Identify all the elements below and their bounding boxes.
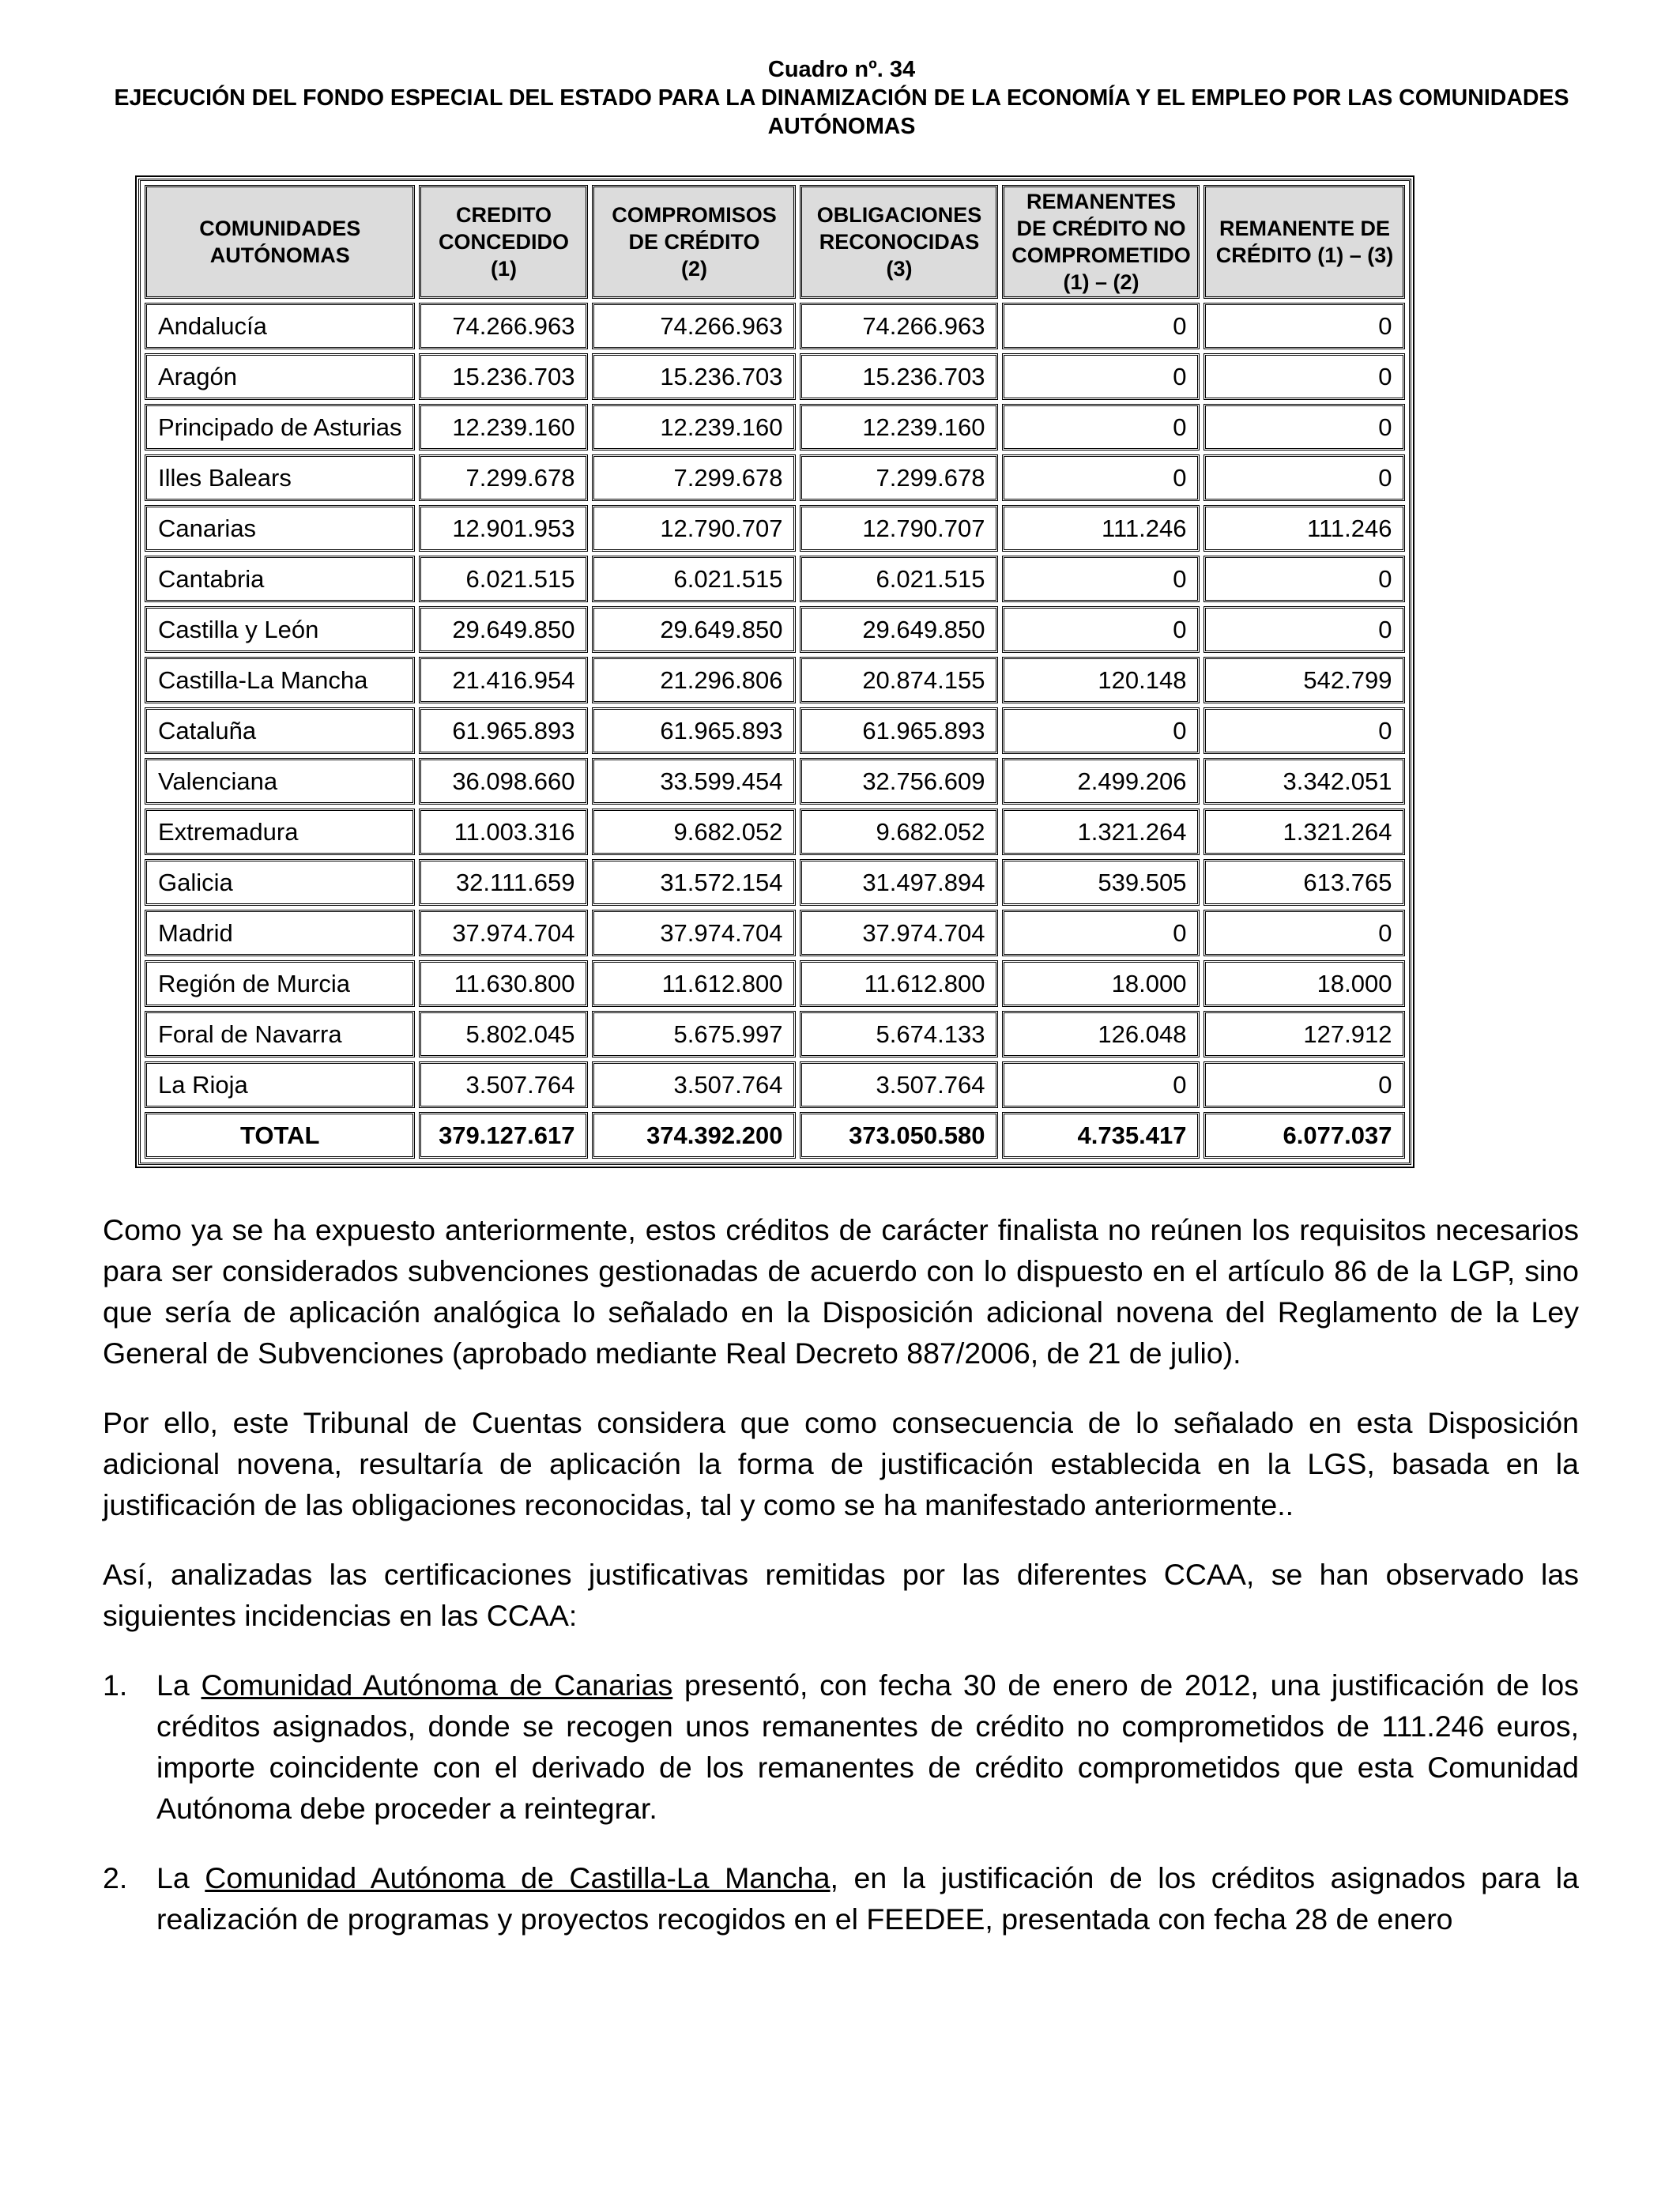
column-header-line: COMPROMETIDO: [1011, 243, 1191, 267]
amount-cell: 0: [1002, 303, 1200, 349]
list-number: 1.: [103, 1668, 128, 1702]
amount-cell: 120.148: [1002, 657, 1200, 703]
amount-cell: 0: [1002, 606, 1200, 653]
amount-cell: 15.236.703: [419, 353, 588, 400]
community-link[interactable]: Comunidad Autónoma de Castilla-La Mancha: [205, 1861, 831, 1894]
amount-cell: 21.416.954: [419, 657, 588, 703]
column-header-line: COMUNIDADES: [199, 217, 361, 240]
amount-cell: 37.974.704: [592, 910, 796, 956]
column-header-line: (1) – (2): [1063, 270, 1139, 294]
table-row: [145, 707, 1405, 754]
amount-cell: 7.299.678: [419, 454, 588, 501]
amount-cell: 61.965.893: [800, 707, 998, 754]
amount-cell: 37.974.704: [419, 910, 588, 956]
amount-cell: 74.266.963: [800, 303, 998, 349]
table-row: [145, 454, 1405, 501]
amount-cell: 18.000: [1203, 960, 1405, 1007]
list-item: [103, 1857, 1579, 1940]
community-cell: Aragón: [145, 353, 415, 400]
amount-cell: 29.649.850: [419, 606, 588, 653]
amount-cell: 11.630.800: [419, 960, 588, 1007]
table-row: [145, 606, 1405, 653]
paragraph: Como ya se ha expuesto anteriormente, estos créditos de carácter finalista no reúnen los requisitos necesarios para ser considerados subvenciones gestionadas de acuerdo con lo dispuesto en el artículo 86 de la LGP, sino que sería de aplicación analógica lo señalado en la Disposición adicional novena del Reglamento de la Ley General de Subvenciones (aprobado mediante Real Decreto 887/2006, de 21 de julio).: [103, 1213, 1579, 1370]
amount-cell: 1.321.264: [1002, 809, 1200, 855]
list-prefix: La: [156, 1668, 202, 1702]
list-text: , en la justificación de los créditos asignados para la realización de programas y proyectos recogidos en el FEEDEE, presentada con fecha 28 de enero: [156, 1861, 1579, 1936]
amount-cell: 3.507.764: [800, 1061, 998, 1108]
amount-cell: 0: [1002, 910, 1200, 956]
amount-cell: 127.912: [1203, 1011, 1405, 1057]
amount-cell: 31.497.894: [800, 859, 998, 906]
amount-cell: 3.342.051: [1203, 758, 1405, 805]
list-item: [103, 1664, 1579, 1829]
amount-cell: 36.098.660: [419, 758, 588, 805]
amount-cell: 9.682.052: [800, 809, 998, 855]
column-header-line: OBLIGACIONES: [816, 203, 982, 227]
community-link[interactable]: Comunidad Autónoma de Canarias: [201, 1668, 673, 1702]
table-body: [145, 303, 1405, 1159]
amount-cell: 20.874.155: [800, 657, 998, 703]
community-cell: Madrid: [145, 910, 415, 956]
list-number: 2.: [103, 1861, 128, 1894]
amount-cell: 6.021.515: [592, 556, 796, 602]
column-header-line: DE CRÉDITO: [628, 230, 760, 254]
community-cell: Canarias: [145, 505, 415, 552]
total-amount: 6.077.037: [1203, 1112, 1405, 1159]
amount-cell: 6.021.515: [419, 556, 588, 602]
community-cell: Cataluña: [145, 707, 415, 754]
amount-cell: 61.965.893: [592, 707, 796, 754]
table-row: [145, 353, 1405, 400]
amount-cell: 12.901.953: [419, 505, 588, 552]
column-header-line: REMANENTE DE: [1219, 217, 1390, 240]
amount-cell: 111.246: [1002, 505, 1200, 552]
table-row: [145, 505, 1405, 552]
column-header-line: (1): [490, 257, 517, 281]
table-header-row: [145, 185, 1405, 299]
amount-cell: 111.246: [1203, 505, 1405, 552]
total-amount: 379.127.617: [419, 1112, 588, 1159]
column-header: [800, 185, 998, 299]
column-header: [592, 185, 796, 299]
table-row: [145, 1061, 1405, 1108]
amount-cell: 0: [1002, 454, 1200, 501]
amount-cell: 15.236.703: [592, 353, 796, 400]
community-cell: Región de Murcia: [145, 960, 415, 1007]
amount-cell: 0: [1002, 556, 1200, 602]
amount-cell: 0: [1203, 454, 1405, 501]
column-header-line: AUTÓNOMAS: [209, 243, 350, 267]
amount-cell: 33.599.454: [592, 758, 796, 805]
paragraph: Por ello, este Tribunal de Cuentas considera que como consecuencia de lo señalado en esta Disposición adicional novena, resultaría de aplicación la forma de justificación establecida en la LGS, basada en la justificación de las obligaciones reconocidas, tal y como se ha manifestado anteriormente..: [103, 1406, 1579, 1521]
funds-table: [138, 179, 1411, 1165]
community-cell: Castilla-La Mancha: [145, 657, 415, 703]
table-row: [145, 910, 1405, 956]
amount-cell: 18.000: [1002, 960, 1200, 1007]
amount-cell: 0: [1002, 353, 1200, 400]
amount-cell: 7.299.678: [592, 454, 796, 501]
table-container: [138, 179, 1411, 1165]
amount-cell: 21.296.806: [592, 657, 796, 703]
table-title: EJECUCIÓN DEL FONDO ESPECIAL DEL ESTADO PARA LA DINAMIZACIÓN DE LA ECONOMÍA Y EL EMPLEO POR LAS COMUNIDADES AUTÓNOMAS: [114, 85, 1569, 139]
total-amount: 4.735.417: [1002, 1112, 1200, 1159]
table-row: [145, 657, 1405, 703]
amount-cell: 0: [1002, 707, 1200, 754]
amount-cell: 29.649.850: [800, 606, 998, 653]
amount-cell: 0: [1203, 910, 1405, 956]
table-row: [145, 809, 1405, 855]
amount-cell: 5.675.997: [592, 1011, 796, 1057]
amount-cell: 12.790.707: [592, 505, 796, 552]
amount-cell: 3.507.764: [592, 1061, 796, 1108]
amount-cell: 31.572.154: [592, 859, 796, 906]
table-row: [145, 303, 1405, 349]
column-header-line: DE CRÉDITO NO: [1016, 217, 1186, 240]
table-row: [145, 859, 1405, 906]
amount-cell: 15.236.703: [800, 353, 998, 400]
amount-cell: 0: [1002, 404, 1200, 450]
total-amount: 373.050.580: [800, 1112, 998, 1159]
amount-cell: 0: [1203, 1061, 1405, 1108]
list-text: presentó, con fecha 30 de enero de 2012, una justificación de los créditos asignados, donde se recogen unos remanentes de crédito no comprometidos de 111.246 euros, importe coincidente con el derivado de los remanentes de crédito comprometidos que esta Comunidad Autónoma debe proceder a reintegrar.: [156, 1668, 1579, 1825]
table-row: [145, 556, 1405, 602]
column-header: [1203, 185, 1405, 299]
community-cell: Extremadura: [145, 809, 415, 855]
community-cell: La Rioja: [145, 1061, 415, 1108]
amount-cell: 12.239.160: [592, 404, 796, 450]
column-header-line: (2): [680, 257, 707, 281]
amount-cell: 74.266.963: [592, 303, 796, 349]
amount-cell: 12.239.160: [419, 404, 588, 450]
table-label: Cuadro nº. 34: [767, 57, 916, 82]
amount-cell: 539.505: [1002, 859, 1200, 906]
body-text: [103, 1209, 1579, 1968]
table-row: [145, 960, 1405, 1007]
total-row: [145, 1112, 1405, 1159]
amount-cell: 11.003.316: [419, 809, 588, 855]
list-prefix: La: [156, 1861, 205, 1894]
community-cell: Castilla y León: [145, 606, 415, 653]
amount-cell: 0: [1203, 303, 1405, 349]
amount-cell: 32.756.609: [800, 758, 998, 805]
community-cell: Illes Balears: [145, 454, 415, 501]
amount-cell: 5.674.133: [800, 1011, 998, 1057]
amount-cell: 0: [1203, 404, 1405, 450]
amount-cell: 7.299.678: [800, 454, 998, 501]
amount-cell: 11.612.800: [800, 960, 998, 1007]
column-header-line: COMPROMISOS: [612, 203, 777, 227]
column-header-line: CONCEDIDO: [438, 230, 569, 254]
amount-cell: 32.111.659: [419, 859, 588, 906]
total-amount: 374.392.200: [592, 1112, 796, 1159]
column-header: [419, 185, 588, 299]
amount-cell: 542.799: [1203, 657, 1405, 703]
amount-cell: 12.239.160: [800, 404, 998, 450]
table-row: [145, 758, 1405, 805]
community-cell: Foral de Navarra: [145, 1011, 415, 1057]
column-header-line: CREDITO: [455, 203, 552, 227]
amount-cell: 37.974.704: [800, 910, 998, 956]
amount-cell: 29.649.850: [592, 606, 796, 653]
amount-cell: 0: [1203, 707, 1405, 754]
community-cell: Andalucía: [145, 303, 415, 349]
document-heading: [103, 55, 1580, 141]
community-cell: Galicia: [145, 859, 415, 906]
amount-cell: 0: [1002, 1061, 1200, 1108]
amount-cell: 61.965.893: [419, 707, 588, 754]
table-row: [145, 1011, 1405, 1057]
amount-cell: 126.048: [1002, 1011, 1200, 1057]
amount-cell: 74.266.963: [419, 303, 588, 349]
column-header: [1002, 185, 1200, 299]
amount-cell: 5.802.045: [419, 1011, 588, 1057]
column-header-line: RECONOCIDAS: [819, 230, 980, 254]
community-cell: Cantabria: [145, 556, 415, 602]
amount-cell: 9.682.052: [592, 809, 796, 855]
amount-cell: 6.021.515: [800, 556, 998, 602]
column-header: [145, 185, 415, 299]
total-label: TOTAL: [145, 1112, 415, 1159]
amount-cell: 1.321.264: [1203, 809, 1405, 855]
amount-cell: 11.612.800: [592, 960, 796, 1007]
amount-cell: 2.499.206: [1002, 758, 1200, 805]
table-row: [145, 404, 1405, 450]
amount-cell: 0: [1203, 556, 1405, 602]
column-header-line: (3): [886, 257, 913, 281]
amount-cell: 0: [1203, 606, 1405, 653]
amount-cell: 613.765: [1203, 859, 1405, 906]
amount-cell: 12.790.707: [800, 505, 998, 552]
column-header-line: REMANENTES: [1026, 190, 1176, 213]
community-cell: Valenciana: [145, 758, 415, 805]
paragraph: Así, analizadas las certificaciones justificativas remitidas por las diferentes CCAA, se han observado las siguientes incidencias en las CCAA:: [103, 1558, 1579, 1632]
column-header-line: CRÉDITO (1) – (3): [1215, 243, 1394, 267]
community-cell: Principado de Asturias: [145, 404, 415, 450]
amount-cell: 3.507.764: [419, 1061, 588, 1108]
amount-cell: 0: [1203, 353, 1405, 400]
incidents-list: [103, 1664, 1579, 1940]
